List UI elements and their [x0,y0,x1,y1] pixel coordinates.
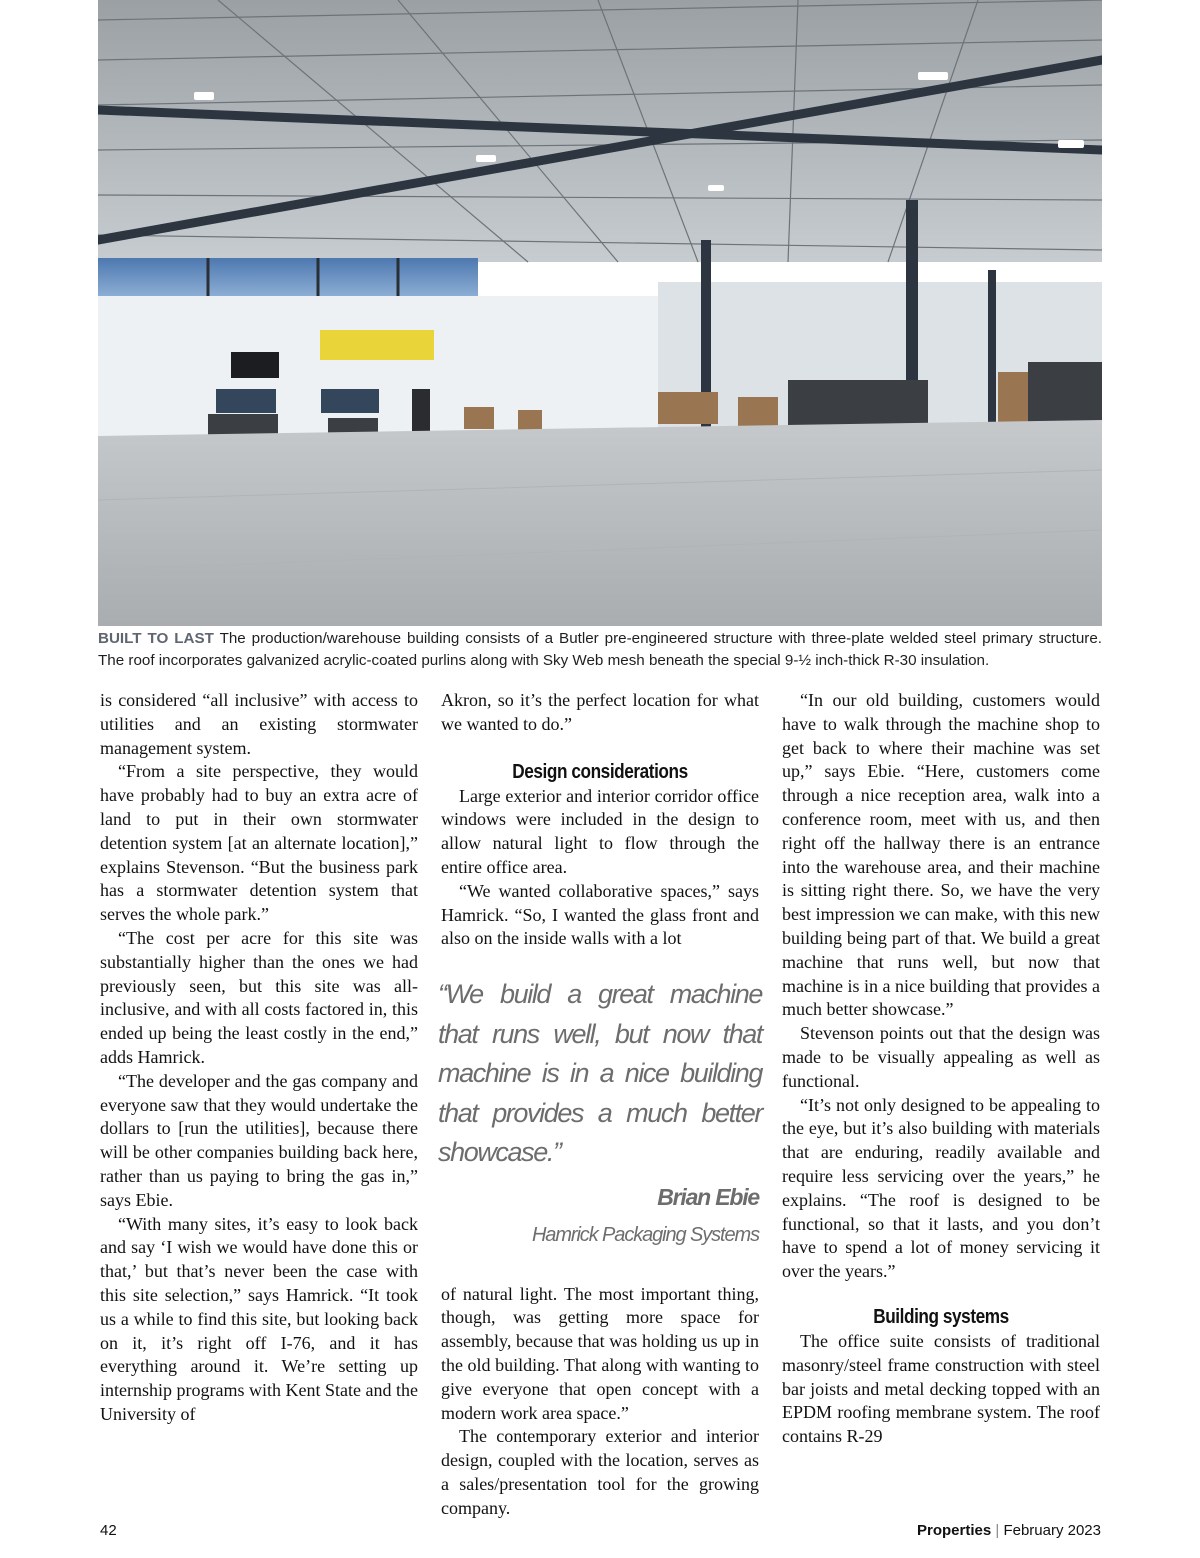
paragraph: Akron, so it’s the perfect location for what we wanted to do.” [441,690,759,734]
photo-caption [98,628,1102,672]
paragraph: Large exterior and interior corridor office windows were included in the design to allow natural light to flow through the entire office area. [441,785,759,877]
footer-separator: | [995,1522,1000,1539]
paragraph: “We wanted collaborative spaces,” says Hamrick. “So, I wanted the glass front and also on the inside walls with a lot [441,880,759,949]
paragraph: “The cost per acre for this site was substantially higher than the ones we had previously seen, but this site was all-inclusive, and with all costs factored in, this ended up being the least costly in the end,” adds Hamrick. [100,927,418,1067]
issue-date: February 2023 [1003,1522,1101,1539]
caption-kicker: BUILT TO LAST [98,630,214,647]
article-column-1 [100,689,418,1427]
publication-name: Properties [916,1522,992,1539]
running-footer [917,1522,1101,1539]
paragraph: of natural light. The most important thing, though, was getting more space for assembly, because that was holding us up in the old building. That along with wanting to give everyone that open concept with a modern work area space.” [441,1283,759,1423]
caption-text: The production/warehouse building consists of a Butler pre-engineered structure with three-plate welded steel primary structure. The roof incorporates galvanized acrylic-coated purlins along with Sky Web mesh beneath the special 9-½ inch-thick R-30 insulation. [98,630,1102,669]
warehouse-photo [98,0,1102,626]
paragraph: The office suite consists of traditional masonry/steel frame construction with steel bar joists and metal decking topped with an EPDM roofing membrane system. The roof contains R-29 [782,1330,1100,1447]
article-column-3 [782,689,1100,1449]
paragraph: “It’s not only designed to be appealing to the eye, but it’s also building with materials that are enduring, readily available and require less servicing over the years,” he explains. “The roof is designed to be functional, so that it lasts, and you don’t have to spend a lot of money servicing it over the years.” [782,1094,1100,1282]
paragraph: “The developer and the gas company and everyone saw that they would undertake the dollars to [run the utilities], because there will be other companies building back here, rather than us paying to bring the gas in,” says Ebie. [100,1070,418,1210]
pull-quote-author: Brian Ebie [657,1183,759,1210]
section-heading: Building systems [873,1305,1009,1328]
pull-quote-organization: Hamrick Packaging Systems [531,1223,759,1246]
paragraph: Stevenson points out that the design was made to be visually appealing as well as functional. [782,1023,1100,1091]
paragraph: The contemporary exterior and interior design, coupled with the location, serves as a sales/presentation tool for the growing company. [441,1426,759,1518]
pull-quote: “We build a great machine that runs well, but now that machine is in a nice building that provides a much better showcase.” [438,979,762,1168]
page-number: 42 [100,1522,117,1539]
paragraph: is considered “all inclusive” with access to utilities and an existing stormwater management system. [100,690,418,758]
section-heading: Design considerations [512,760,688,783]
paragraph: “From a site perspective, they would have probably had to buy an extra acre of land to put in their own stormwater detention system [at an alternate location],” explains Stevenson. “But the business park has a stormwater detention system that serves the whole park.” [100,761,418,925]
paragraph: “With many sites, it’s easy to look back and say ‘I wish we would have done this or that,’ but that’s never been the case with this site selection,” says Hamrick. “It took us a while to find this site, but looking back on it, it’s right off I-76, and it has everything around it. We’re setting up internship programs with Kent State and the University of [100,1213,418,1424]
pull-quote-spacer [441,1249,759,1283]
paragraph: “In our old building, customers would have to walk through the machine shop to get back to where their machine was set up,” says Ebie. “Here, customers come through a nice reception area, walk into a conference room, meet with us, and then right off the hallway there is an entrance into the warehouse area, and their machine is sitting right there. So, we have the very best impression we can make, with this new building being part of that. We build a great machine that runs well, but now that machine is in a nice building that provides a much better showcase.” [782,690,1100,1020]
article-column-2 [438,689,762,1521]
